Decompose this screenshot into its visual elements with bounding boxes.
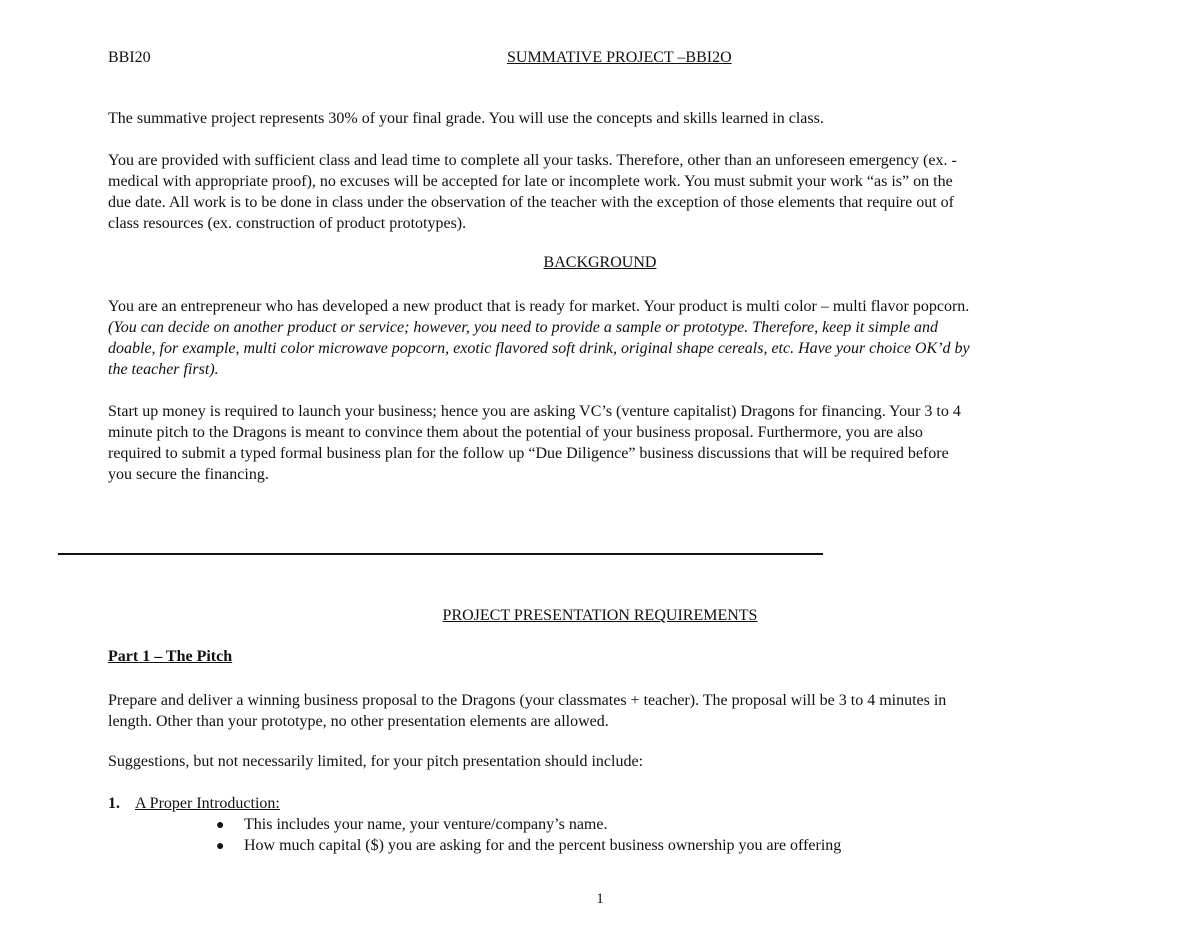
suggestions-text: Suggestions, but not necessarily limited, for your pitch presentation should include:: [108, 753, 644, 770]
background-line: You are an entrepreneur who has developed a new product that is ready for market. Your product is multi color – multi flavor popcorn.: [108, 298, 970, 315]
part1-paragraph: [108, 690, 1098, 732]
intro-line: medical with appropriate proof), no excuses will be accepted for late or incomplete work. You must submit your work “as is” on the: [108, 173, 953, 190]
bullet-icon: ●: [216, 839, 225, 854]
intro-line: due date. All work is to be done in class under the observation of the teacher with the exception of those elements that require out of: [108, 194, 954, 211]
intro-paragraph-1: The summative project represents 30% of your final grade. You will use the concepts and skills learned in class.: [108, 110, 824, 127]
intro-line: class resources (ex. construction of product prototypes).: [108, 215, 467, 232]
background-paragraph-1: [108, 296, 1098, 380]
document-title: SUMMATIVE PROJECT –BBI2O: [507, 49, 732, 66]
part1-line: Prepare and deliver a winning business proposal to the Dragons (your classmates + teacher). The proposal will be 3 to 4 minutes in: [108, 692, 947, 709]
bullet-item: How much capital ($) you are asking for and the percent business ownership you are offering: [244, 837, 842, 854]
section-divider: [58, 553, 823, 555]
background-line: Start up money is required to launch your business; hence you are asking VC’s (venture capitalist) Dragons for financing. Your 3 to 4: [108, 403, 961, 420]
page-number: 1: [596, 891, 604, 907]
background-paragraph-2: [108, 401, 1098, 485]
background-italic-line: doable, for example, multi color microwave popcorn, exotic flavored soft drink, original shape cereals, etc. Have your choice OK’d by: [108, 340, 970, 357]
background-line: minute pitch to the Dragons is meant to convince them about the potential of your business proposal. Furthermore, you are also: [108, 424, 923, 441]
background-heading: BACKGROUND: [543, 254, 657, 271]
item1-title: A Proper Introduction:: [135, 795, 280, 812]
intro-paragraph-2: [108, 150, 1098, 234]
bullet-item: This includes your name, your venture/company’s name.: [244, 816, 608, 833]
background-italic-line: (You can decide on another product or service; however, you need to provide a sample or prototype. Therefore, keep it simple and: [108, 319, 939, 336]
bullet-icon: ●: [216, 818, 225, 833]
part1-line: length. Other than your prototype, no other presentation elements are allowed.: [108, 713, 609, 730]
part1-title: Part 1 – The Pitch: [108, 648, 233, 665]
intro-line: You are provided with sufficient class and lead time to complete all your tasks. Therefore, other than an unforeseen emergency (ex. -: [108, 152, 957, 169]
background-line: required to submit a typed formal business plan for the follow up “Due Diligence” business discussions that will be required before: [108, 445, 949, 462]
background-italic-line: the teacher first).: [108, 361, 219, 378]
background-line: you secure the financing.: [108, 466, 269, 483]
course-code: BBI20: [108, 49, 151, 66]
requirements-heading: PROJECT PRESENTATION REQUIREMENTS: [442, 607, 758, 624]
item1-number: 1.: [108, 795, 120, 812]
